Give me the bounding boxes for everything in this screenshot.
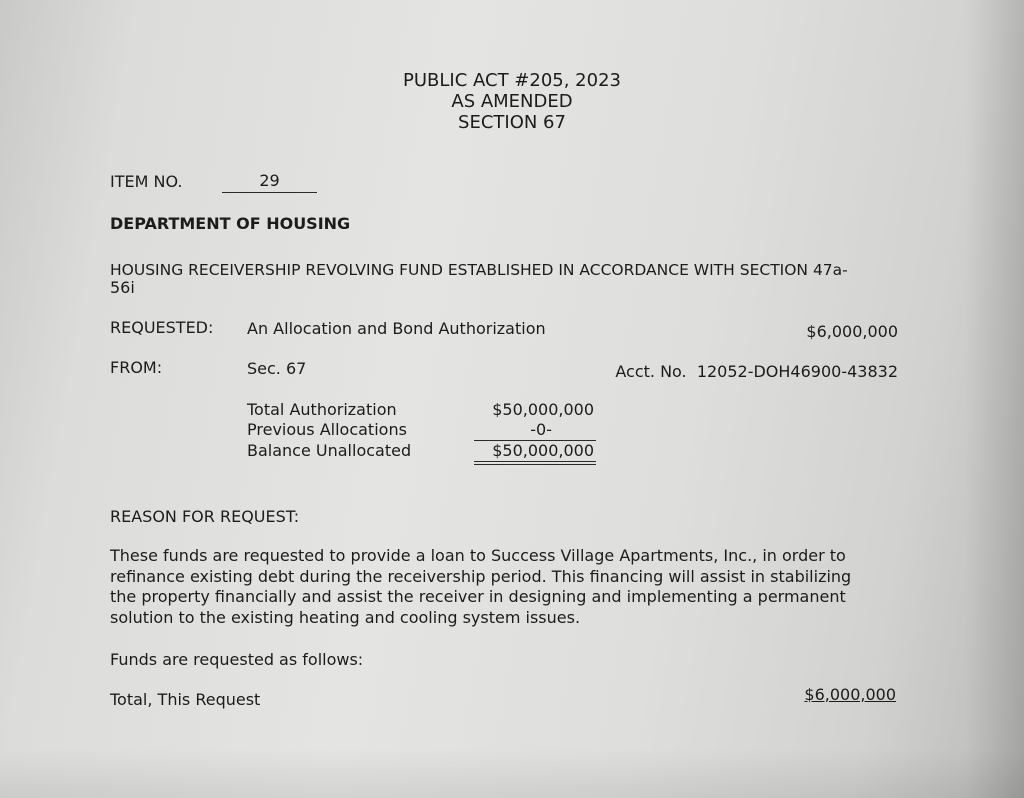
item-number-label: ITEM NO. bbox=[110, 172, 183, 191]
total-double-rule-top bbox=[474, 461, 596, 462]
balance-row-value: $50,000,000 bbox=[492, 441, 594, 460]
department-name: DEPARTMENT OF HOUSING bbox=[110, 214, 351, 233]
from-section: Sec. 67 bbox=[247, 359, 307, 378]
account-number: Acct. No. 12052-DOH46900-43832 bbox=[615, 362, 898, 381]
reason-line: These funds are requested to provide a loan to Success Village Apartments, Inc., in order to bbox=[110, 546, 846, 565]
requested-description: An Allocation and Bond Authorization bbox=[247, 319, 546, 338]
balance-row-value: -0- bbox=[530, 420, 552, 439]
header-act: PUBLIC ACT #205, 2023 bbox=[403, 70, 621, 91]
funds-intro: Funds are requested as follows: bbox=[110, 650, 364, 669]
fund-title-line2: 56i bbox=[110, 278, 135, 297]
balance-row-label: Balance Unallocated bbox=[247, 441, 412, 460]
requested-amount: $6,000,000 bbox=[806, 322, 898, 341]
reason-label: REASON FOR REQUEST: bbox=[110, 507, 300, 526]
balance-row-value: $50,000,000 bbox=[492, 400, 594, 419]
from-label: FROM: bbox=[110, 358, 163, 377]
total-label: Total, This Request bbox=[110, 690, 261, 709]
total-amount: $6,000,000 bbox=[804, 685, 896, 704]
header-section: SECTION 67 bbox=[458, 112, 566, 133]
header-amended: AS AMENDED bbox=[451, 91, 573, 112]
reason-line: solution to the existing heating and cooling system issues. bbox=[110, 607, 581, 627]
reason-line: refinance existing debt during the receivership period. This financing will assist in stabilizing bbox=[110, 566, 852, 586]
reason-line: the property financially and assist the receiver in designing and implementing a permanent bbox=[110, 587, 846, 606]
item-number-value: 29 bbox=[222, 171, 317, 193]
balance-row-label: Total Authorization bbox=[247, 400, 397, 419]
reason-paragraph bbox=[110, 546, 890, 628]
balance-row-label: Previous Allocations bbox=[247, 420, 407, 439]
total-double-rule-bottom bbox=[474, 464, 596, 465]
fund-title-line1: HOUSING RECEIVERSHIP REVOLVING FUND ESTABLISHED IN ACCORDANCE WITH SECTION 47a- bbox=[110, 261, 848, 279]
document-header bbox=[362, 70, 662, 133]
requested-label: REQUESTED: bbox=[110, 318, 214, 337]
